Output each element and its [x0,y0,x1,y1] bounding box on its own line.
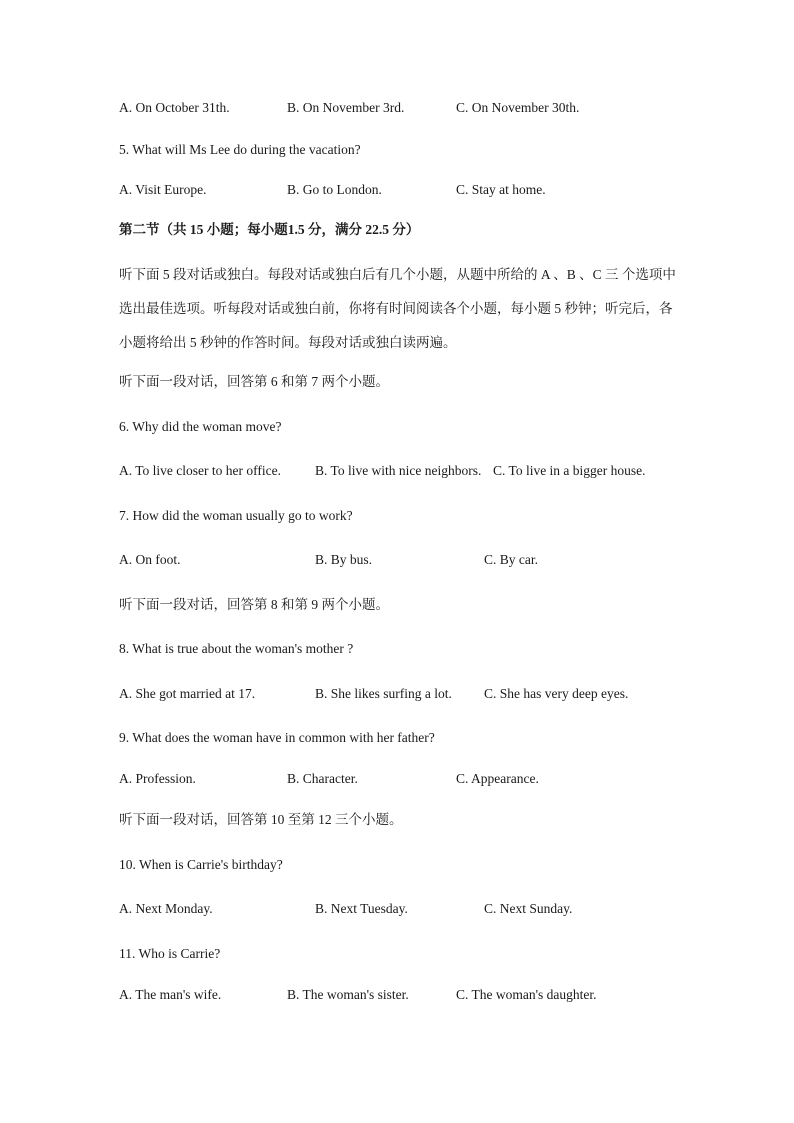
q11-option-a: A. The man's wife. [119,987,222,1002]
q7-option-a: A. On foot. [119,552,181,567]
q7-option-c: C. By car. [484,552,538,567]
section-title: 第二节（共 15 小题；每小题1.5 分，满分 22.5 分） [119,222,420,237]
dialog-8-9-heading: 听下面一段对话，回答第 8 和第 9 两个小题。 [119,597,389,612]
q11-option-b: B. The woman's sister. [287,987,409,1002]
q10-option-a: A. Next Monday. [119,901,213,916]
q9-option-a: A. Profession. [119,771,196,786]
q10-question: 10. When is Carrie's birthday? [119,857,283,872]
q4-option-a: A. On October 31th. [119,100,230,115]
q5-option-c: C. Stay at home. [456,182,546,197]
q11-option-c: C. The woman's daughter. [456,987,597,1002]
q8-option-c: C. She has very deep eyes. [484,686,629,701]
q8-option-a: A. She got married at 17. [119,686,256,701]
q7-question: 7. How did the woman usually go to work? [119,508,353,523]
q9-option-b: B. Character. [287,771,358,786]
q6-option-b: B. To live with nice neighbors. [315,463,482,478]
dialog-10-12-heading: 听下面一段对话，回答第 10 至第 12 三个小题。 [119,812,403,827]
q6-option-c: C. To live in a bigger house. [493,463,646,478]
q9-option-c: C. Appearance. [456,771,539,786]
dialog-6-7-heading: 听下面一段对话，回答第 6 和第 7 两个小题。 [119,374,389,389]
q5-question: 5. What will Ms Lee do during the vacation? [119,142,361,157]
q7-option-b: B. By bus. [315,552,373,567]
q4-option-c: C. On November 30th. [456,100,580,115]
section-instructions: 听下面 5 段对话或独白。每段对话或独白后有几个小题，从题中所给的 A 、B 、C 三 个选项中选出最佳选项。听每段对话或独白前，你将有时间阅读各个小题，每小题 5 秒钟；听完后，各小题将给出 5 秒钟的作答时间。每段对话或独白读两遍。 [119,267,676,350]
q5-option-b: B. Go to London. [287,182,382,197]
q8-option-b: B. She likes surfing a lot. [315,686,452,701]
q5-option-a: A. Visit Europe. [119,182,207,197]
q6-question: 6. Why did the woman move? [119,419,282,434]
q11-question: 11. Who is Carrie? [119,946,221,961]
q4-option-b: B. On November 3rd. [287,100,405,115]
q8-question: 8. What is true about the woman's mother ? [119,641,354,656]
q10-option-c: C. Next Sunday. [484,901,573,916]
q10-option-b: B. Next Tuesday. [315,901,408,916]
q6-option-a: A. To live closer to her office. [119,463,282,478]
q9-question: 9. What does the woman have in common with her father? [119,730,435,745]
